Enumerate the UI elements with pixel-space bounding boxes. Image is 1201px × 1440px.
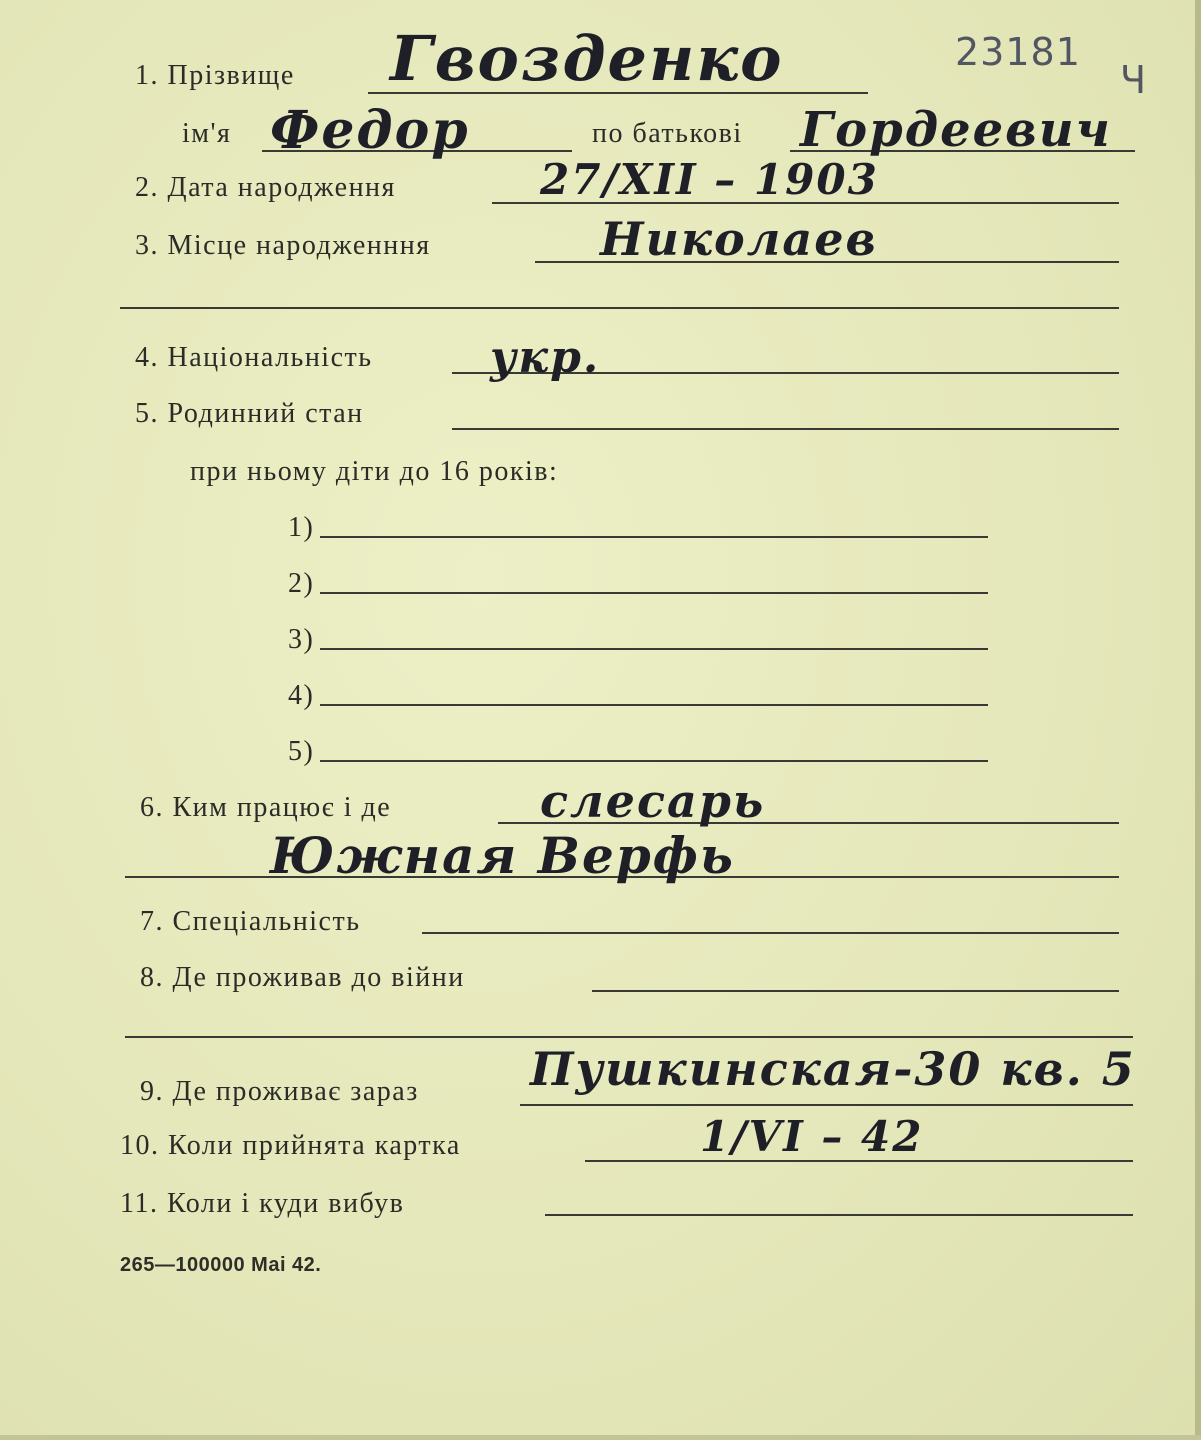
child-4-label: 4): [288, 680, 315, 711]
card-accepted-value: 1/VI – 42: [700, 1112, 924, 1161]
work-value-2: Южная Верфь: [270, 826, 735, 885]
prewar-address-line: [592, 990, 1119, 992]
specialty-label: 7. Спеціальність: [140, 906, 361, 937]
departed-label: 11. Коли і куди вибув: [120, 1188, 405, 1219]
current-address-value: Пушкинская-30 кв. 5: [530, 1042, 1136, 1096]
specialty-line: [422, 932, 1119, 934]
name-value: Федор: [270, 100, 470, 161]
family-status-label: 5. Родинний стан: [135, 398, 364, 429]
child-5-label: 5): [288, 736, 315, 767]
archive-suffix: Ч: [1120, 58, 1148, 102]
name-label: ім'я: [182, 118, 232, 149]
patronymic-label: по батькові: [592, 118, 743, 149]
print-code: 265—100000 Mai 42.: [120, 1254, 322, 1276]
current-address-line: [520, 1104, 1133, 1106]
birth-date-label: 2. Дата народження: [135, 172, 396, 203]
prewar-address-line-2: [125, 1036, 1133, 1038]
work-label: 6. Ким працює і де: [140, 792, 392, 823]
child-5-line: [320, 760, 988, 762]
surname-value: Гвозденко: [390, 22, 784, 95]
surname-label: 1. Прізвище: [135, 60, 295, 91]
child-4-line: [320, 704, 988, 706]
nationality-value: укр.: [490, 332, 601, 383]
birth-place-value: Николаев: [600, 212, 878, 266]
child-3-line: [320, 648, 988, 650]
prewar-address-label: 8. Де проживав до війни: [140, 962, 465, 993]
child-1-line: [320, 536, 988, 538]
birth-place-label: 3. Місце народженння: [135, 230, 431, 261]
archive-number: 23181: [955, 30, 1081, 74]
departed-line: [545, 1214, 1133, 1216]
card-edge-shadow: [1195, 0, 1201, 1440]
birth-date-value: 27/XII – 1903: [540, 155, 879, 204]
child-2-label: 2): [288, 568, 315, 599]
card-bottom-edge: [0, 1435, 1201, 1440]
current-address-label: 9. Де проживає зараз: [140, 1076, 419, 1107]
child-1-label: 1): [288, 512, 315, 543]
nationality-label: 4. Національність: [135, 342, 373, 373]
family-status-line: [452, 428, 1119, 430]
patronymic-value: Гордеевич: [800, 102, 1112, 158]
card-accepted-label: 10. Коли прийнята картка: [120, 1130, 461, 1161]
birth-place-line-2: [120, 307, 1119, 309]
child-2-line: [320, 592, 988, 594]
work-value-1: слесарь: [540, 774, 766, 828]
children-label: при ньому діти до 16 років:: [190, 456, 559, 487]
child-3-label: 3): [288, 624, 315, 655]
